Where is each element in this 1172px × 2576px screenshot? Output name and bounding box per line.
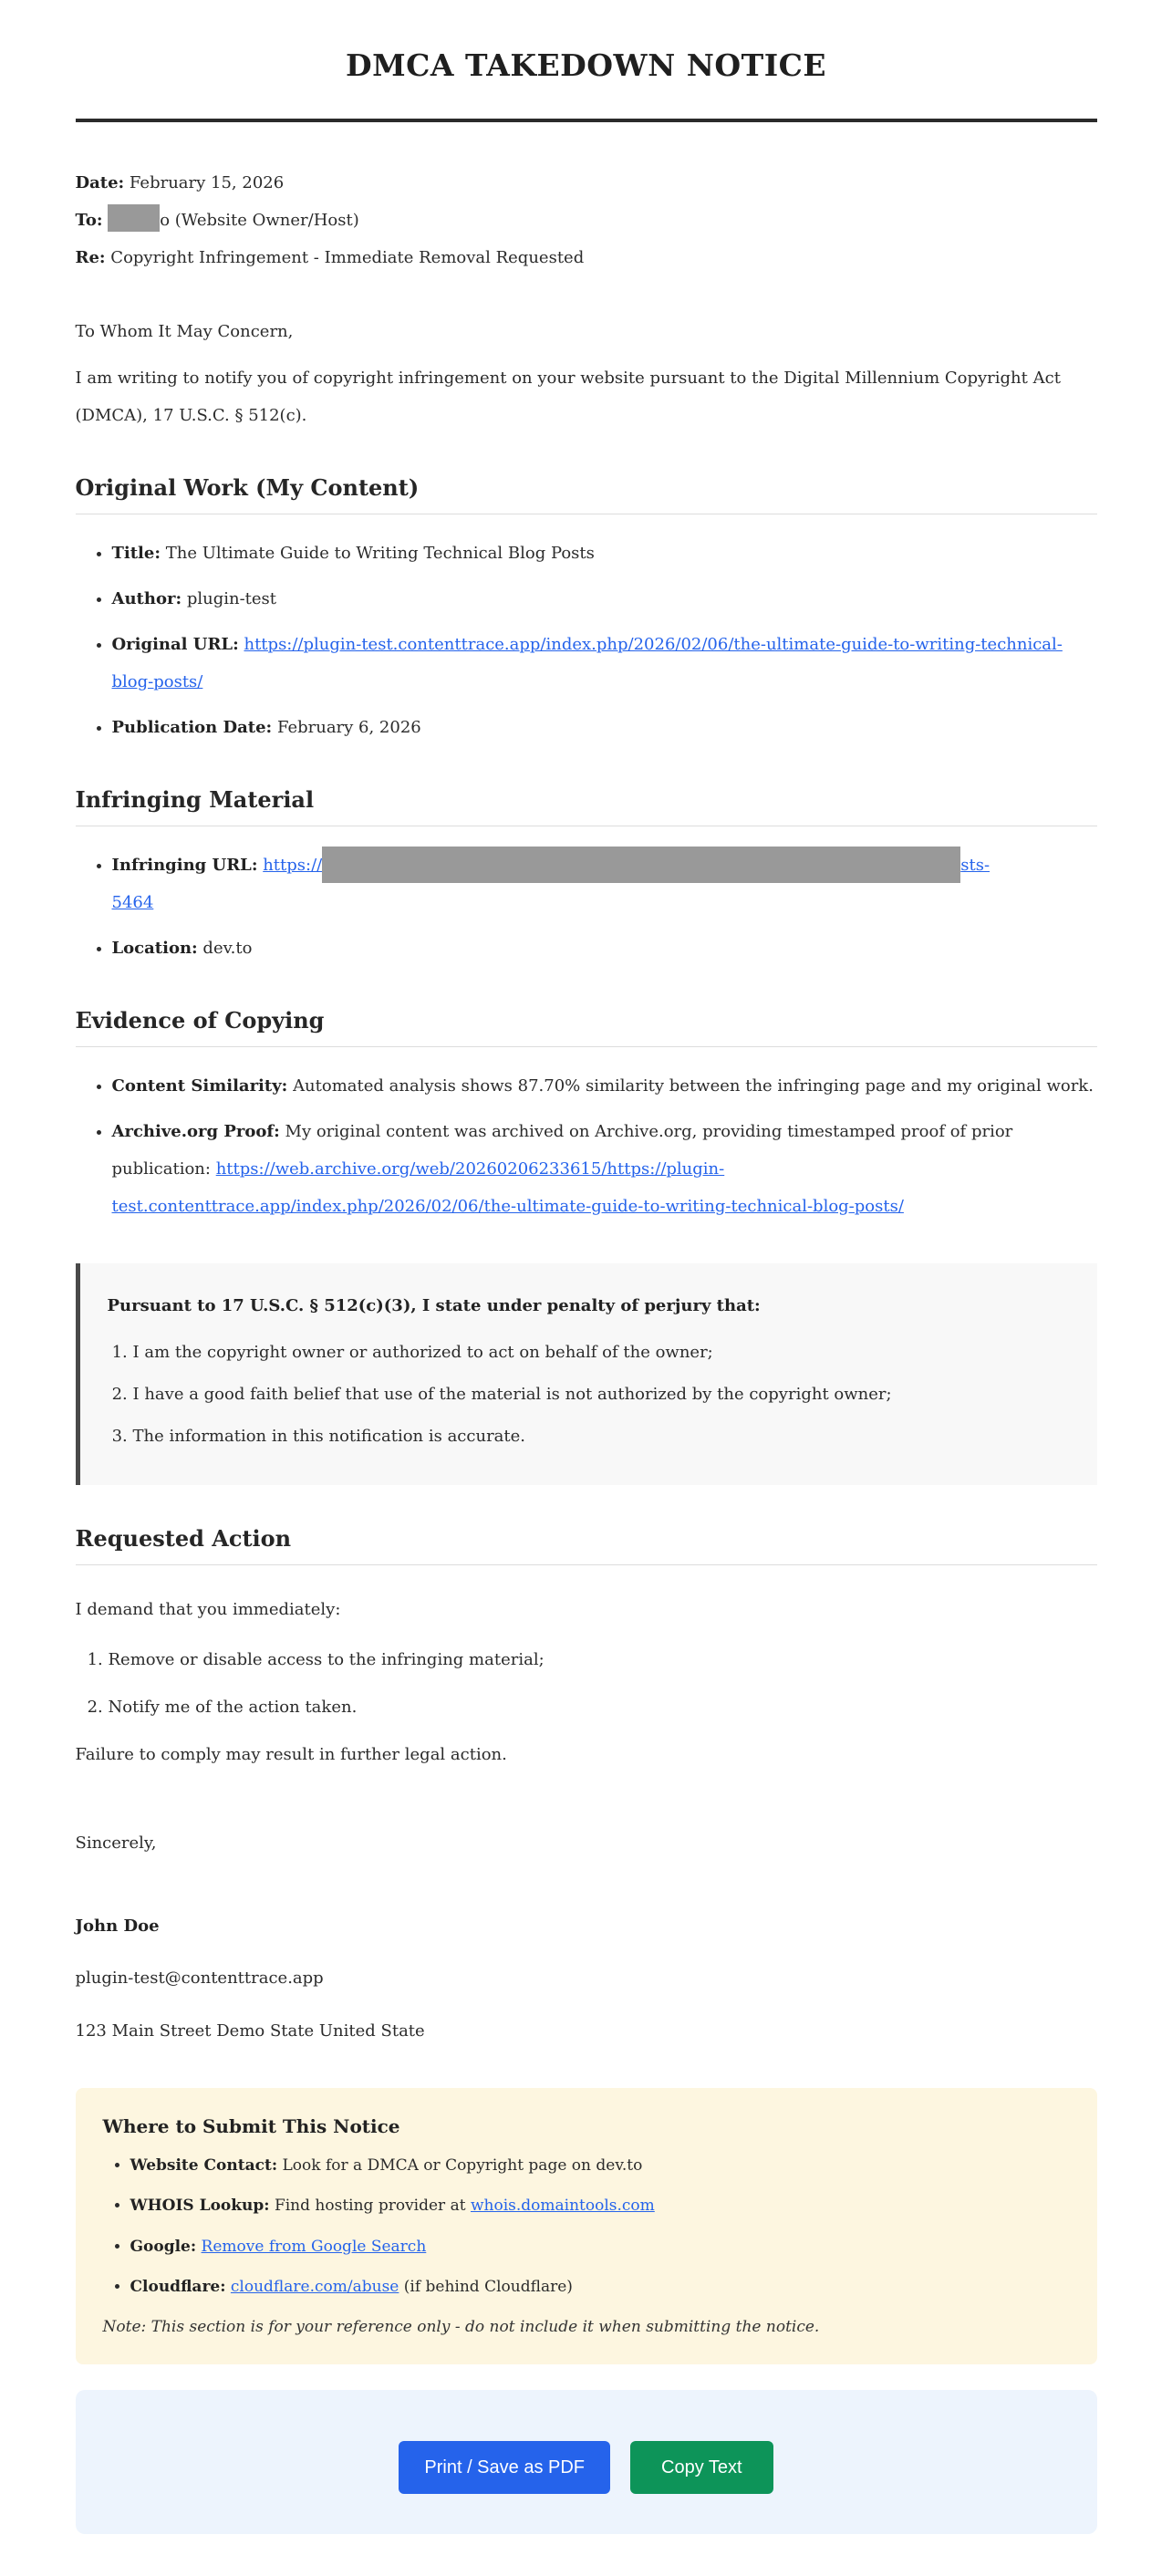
infringing-url-label: Infringing URL:	[111, 855, 258, 875]
similarity-label: Content Similarity:	[111, 1076, 288, 1096]
actions-bar	[76, 2390, 1097, 2534]
section-heading-infringing-material: Infringing Material	[76, 786, 1097, 826]
list-item	[112, 535, 1097, 572]
infringing-url-suffix: sts-	[960, 855, 990, 875]
infringing-url-suffix-2: 5464	[111, 892, 154, 912]
page-title: DMCA TAKEDOWN NOTICE	[345, 47, 827, 83]
salutation: To Whom It May Concern,	[75, 321, 294, 341]
archive-proof-label: Archive.org Proof:	[111, 1122, 280, 1142]
list-item	[112, 626, 1097, 701]
list-item	[112, 1067, 1097, 1105]
perjury-statement	[76, 1263, 1097, 1485]
list-item: 1. Remove or disable access to the infringing material;	[109, 1641, 1097, 1678]
perjury-intro	[108, 1287, 1070, 1324]
list-item	[130, 2233, 1070, 2261]
to-value: o (Website Owner/Host)	[160, 210, 359, 230]
original-work-list	[76, 535, 1097, 746]
author-value: plugin-test	[186, 588, 277, 608]
cloudflare-label: Cloudflare:	[130, 2278, 226, 2297]
submission-info-heading: Where to Submit This Notice	[102, 2114, 400, 2137]
date-line	[76, 164, 1097, 202]
author-label: Author:	[111, 588, 182, 608]
list-item	[112, 709, 1097, 746]
re-line	[76, 239, 1097, 276]
submission-info-list	[103, 2152, 1070, 2301]
list-item	[112, 847, 1097, 921]
print-save-pdf-button[interactable]: Print / Save as PDF	[399, 2441, 610, 2494]
google-label: Google:	[130, 2237, 197, 2256]
whois-link[interactable]: whois.domaintools.com	[470, 2197, 655, 2216]
list-item	[130, 2192, 1070, 2220]
requested-action-list	[76, 1641, 1097, 1726]
whois-label: WHOIS Lookup:	[130, 2197, 270, 2216]
meta-block	[76, 164, 1097, 276]
evidence-list	[76, 1067, 1097, 1225]
dmca-notice-document	[76, 0, 1097, 2576]
infringing-material-list	[76, 847, 1097, 967]
re-label: Re:	[75, 247, 106, 267]
cloudflare-abuse-link[interactable]: cloudflare.com/abuse	[230, 2278, 399, 2297]
closing-warning: Failure to comply may result in further legal action.	[75, 1745, 507, 1765]
document-header	[76, 0, 1097, 122]
re-value: Copyright Infringement - Immediate Removal Requested	[110, 247, 585, 267]
redaction-box	[108, 204, 160, 232]
cloudflare-text-after: (if behind Cloudflare)	[403, 2278, 573, 2297]
signature-name	[76, 1907, 1097, 1945]
website-contact-text: Look for a DMCA or Copyright page on dev.to	[282, 2155, 643, 2175]
website-contact-label: Website Contact:	[130, 2155, 278, 2175]
to-line	[76, 202, 1097, 239]
similarity-value: Automated analysis shows 87.70% similarity between the infringing page and my original work.	[293, 1076, 1094, 1096]
copy-text-button[interactable]: Copy Text	[630, 2441, 773, 2494]
whois-text: Find hosting provider at	[274, 2197, 466, 2216]
original-url-label: Original URL:	[111, 634, 239, 654]
list-item	[130, 2273, 1070, 2301]
date-label: Date:	[75, 172, 125, 192]
list-item	[112, 580, 1097, 618]
perjury-list	[108, 1334, 1070, 1455]
intro-paragraph: I am writing to notify you of copyright infringement on your website pursuant to the Digital Millennium Copyright Act (DMCA), 17 U.S.C. § 512(c).	[75, 368, 1061, 425]
location-label: Location:	[111, 939, 198, 958]
list-item: 2. I have a good faith belief that use of the material is not authorized by the copyright owner;	[133, 1376, 1070, 1413]
date-value: February 15, 2026	[129, 172, 285, 192]
perjury-intro-text: Pursuant to 17 U.S.C. § 512(c)(3), I state under penalty of perjury that:	[107, 1296, 761, 1316]
archive-proof-text: My original content was archived on Archive.org, providing timestamped proof of prior publication:	[111, 1122, 1013, 1179]
signer-name: John Doe	[75, 1916, 160, 1937]
signature-address: 123 Main Street Demo State United State	[75, 2020, 425, 2041]
publication-date-label: Publication Date:	[111, 717, 273, 737]
submission-info-box	[76, 2088, 1097, 2364]
title-value: The Ultimate Guide to Writing Technical Blog Posts	[165, 543, 595, 563]
section-heading-evidence: Evidence of Copying	[76, 1007, 1097, 1047]
request-intro: I demand that you immediately:	[75, 1600, 341, 1620]
section-heading-requested-action: Requested Action	[76, 1525, 1097, 1565]
redaction-box	[322, 847, 960, 883]
google-removal-link[interactable]: Remove from Google Search	[201, 2237, 427, 2256]
publication-date-value: February 6, 2026	[276, 717, 421, 737]
signature-email: plugin-test@contenttrace.app	[75, 1968, 324, 1989]
signature-closing: Sincerely,	[75, 1833, 157, 1854]
location-value: dev.to	[202, 939, 253, 958]
original-url-link[interactable]: https://plugin-test.contenttrace.app/index.php/2026/02/06/the-ultimate-guide-to-writing-technical-blog-posts/	[111, 634, 1063, 691]
archive-link[interactable]: https://web.archive.org/web/20260206233615/https://plugin-test.contenttrace.app/index.php/2026/02/06/the-ultimate-guide-to-writing-technical-blog-posts/	[111, 1159, 904, 1217]
reference-note: Note: This section is for your reference only - do not include it when submitting the notice.	[102, 2317, 820, 2336]
list-item: 1. I am the copyright owner or authorized to act on behalf of the owner;	[133, 1334, 1070, 1371]
list-item	[112, 1113, 1097, 1225]
list-item: 3. The information in this notification is accurate.	[133, 1418, 1070, 1455]
title-label: Title:	[111, 543, 161, 563]
list-item	[112, 930, 1097, 967]
list-item	[130, 2152, 1070, 2180]
infringing-url-prefix: https://	[263, 855, 323, 875]
section-heading-original-work: Original Work (My Content)	[76, 474, 1097, 514]
list-item: 2. Notify me of the action taken.	[109, 1688, 1097, 1726]
to-label: To:	[75, 210, 103, 230]
